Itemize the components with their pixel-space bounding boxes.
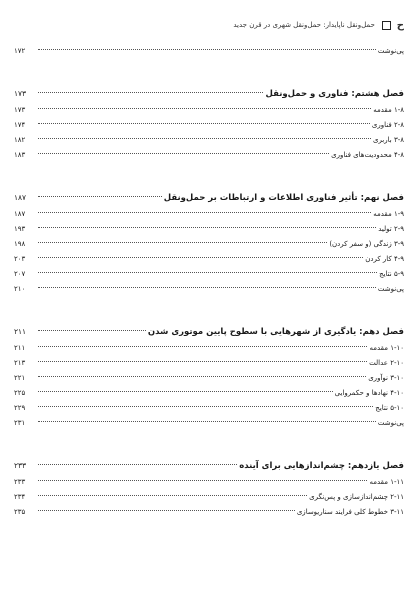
entry-title: ۲-۹ تولید (378, 225, 404, 233)
toc-entry[interactable] (14, 386, 404, 401)
toc-entry[interactable] (14, 475, 404, 490)
entry-title: ۱-۱۱ مقدمه (369, 478, 404, 486)
page-number: ۲۳۳ (14, 478, 26, 486)
chapter-title: فصل هشتم: فناوری و حمل‌ونقل (265, 89, 404, 99)
toc-entry[interactable] (14, 341, 404, 356)
chapter-title: فصل یازدهم: چشم‌اندازهایی برای آینده (239, 461, 404, 471)
entry-title: ۳-۱۱ خطوط کلی فرایند سناریوسازی (296, 508, 404, 516)
dot-leader (38, 227, 376, 228)
dot-leader (38, 464, 237, 465)
toc-entry[interactable] (14, 118, 404, 133)
page-number: ۱۸۷ (14, 193, 27, 202)
dot-leader (38, 92, 263, 93)
page-number: ۱۹۸ (14, 240, 26, 248)
entry-title: پی‌نوشت (377, 47, 404, 55)
chapter-title: فصل دهم: یادگیری از شهرهایی با سطوح پایین موتوری شدن (147, 327, 404, 337)
dot-leader (38, 346, 367, 347)
entry-title: پی‌نوشت (377, 419, 404, 427)
dot-leader (38, 330, 146, 331)
toc-entry[interactable] (14, 282, 404, 297)
dot-leader (38, 49, 376, 50)
page-number: ۱۸۷ (14, 210, 26, 218)
page-number: ۱۸۲ (14, 136, 26, 144)
page-number: ۱۸۳ (14, 151, 26, 159)
entry-title: ۳-۹ زندگی (و سفر کردن) (329, 240, 404, 248)
toc-entry[interactable] (14, 490, 404, 505)
page-number: ۱۷۴ (14, 121, 26, 129)
toc-entry[interactable] (14, 222, 404, 237)
dot-leader (38, 421, 376, 422)
entry-title: ۵-۹ نتایج (379, 270, 404, 278)
checkbox-icon (382, 21, 391, 30)
page-number: ۲۲۱ (14, 374, 26, 382)
dot-leader (38, 376, 366, 377)
toc-chapter-heading[interactable] (14, 457, 404, 475)
entry-title: ۳-۱۰ نوآوری (368, 374, 404, 382)
page-number: ۱۷۳ (14, 89, 27, 98)
dot-leader (38, 406, 373, 407)
entry-title: ۴-۱۰ نهادها و حکمروایی (334, 389, 404, 397)
toc-entry[interactable] (14, 371, 404, 386)
toc-entry[interactable] (14, 103, 404, 118)
table-of-contents (14, 44, 404, 520)
entry-title: ۱-۹ مقدمه (373, 210, 404, 218)
running-header (14, 18, 404, 32)
dot-leader (38, 361, 367, 362)
page-number: ۲۱۳ (14, 359, 26, 367)
dot-leader (38, 196, 162, 197)
page-number: ۲۱۱ (14, 344, 26, 352)
dot-leader (38, 257, 363, 258)
toc-entry[interactable] (14, 237, 404, 252)
page-number: ۲۳۳ (14, 461, 27, 470)
dot-leader (38, 138, 371, 139)
dot-leader (38, 391, 333, 392)
dot-leader (38, 108, 371, 109)
dot-leader (38, 272, 377, 273)
toc-entry[interactable] (14, 356, 404, 371)
page-number: ۲۰۳ (14, 255, 26, 263)
toc-entry[interactable] (14, 133, 404, 148)
dot-leader (38, 242, 327, 243)
page-number: ۲۳۴ (14, 493, 26, 501)
page-number: ۲۲۵ (14, 389, 26, 397)
entry-title: پی‌نوشت (377, 285, 404, 293)
page-number: ۲۲۹ (14, 404, 26, 412)
dot-leader (38, 287, 376, 288)
dot-leader (38, 510, 295, 511)
dot-leader (38, 480, 367, 481)
page-number: ۲۳۱ (14, 419, 26, 427)
chapter-title: فصل نهم: تأثیر فناوری اطلاعات و ارتباطات بر حمل‌ونقل (163, 193, 404, 203)
entry-title: ۲-۱۰ عدالت (369, 359, 404, 367)
toc-chapter-heading[interactable] (14, 85, 404, 103)
page-letter: ح (396, 19, 404, 31)
page-number: ۲۱۰ (14, 285, 26, 293)
dot-leader (38, 123, 370, 124)
entry-title: ۵-۱۰ نتایج (375, 404, 404, 412)
page-number: ۱۷۲ (14, 47, 26, 55)
entry-title: ۱-۱۰ مقدمه (369, 344, 404, 352)
page-number: ۱۷۳ (14, 106, 26, 114)
toc-entry[interactable] (14, 401, 404, 416)
dot-leader (38, 495, 307, 496)
entry-title: ۲-۱۱ چشم‌اندازسازی و پس‌نگری (309, 493, 404, 501)
toc-chapter-heading[interactable] (14, 189, 404, 207)
toc-entry[interactable] (14, 44, 404, 59)
entry-title: ۴-۹ کار کردن (365, 255, 404, 263)
dot-leader (38, 153, 329, 154)
toc-entry[interactable] (14, 148, 404, 163)
page-number: ۲۰۷ (14, 270, 26, 278)
entry-title: ۲-۸ فناوری (371, 121, 404, 129)
toc-entry[interactable] (14, 416, 404, 431)
toc-entry[interactable] (14, 252, 404, 267)
running-title: حمل‌ونقل ناپایدار: حمل‌ونقل شهری در قرن جدید (233, 21, 375, 29)
entry-title: ۳-۸ باربری (372, 136, 404, 144)
toc-entry[interactable] (14, 207, 404, 222)
toc-entry[interactable] (14, 267, 404, 282)
toc-entry[interactable] (14, 505, 404, 520)
entry-title: ۱-۸ مقدمه (373, 106, 404, 114)
page-number: ۱۹۳ (14, 225, 26, 233)
dot-leader (38, 212, 371, 213)
page-number: ۲۳۵ (14, 508, 26, 516)
page-number: ۲۱۱ (14, 327, 27, 336)
entry-title: ۴-۸ محدودیت‌های فناوری (331, 151, 404, 159)
toc-chapter-heading[interactable] (14, 323, 404, 341)
